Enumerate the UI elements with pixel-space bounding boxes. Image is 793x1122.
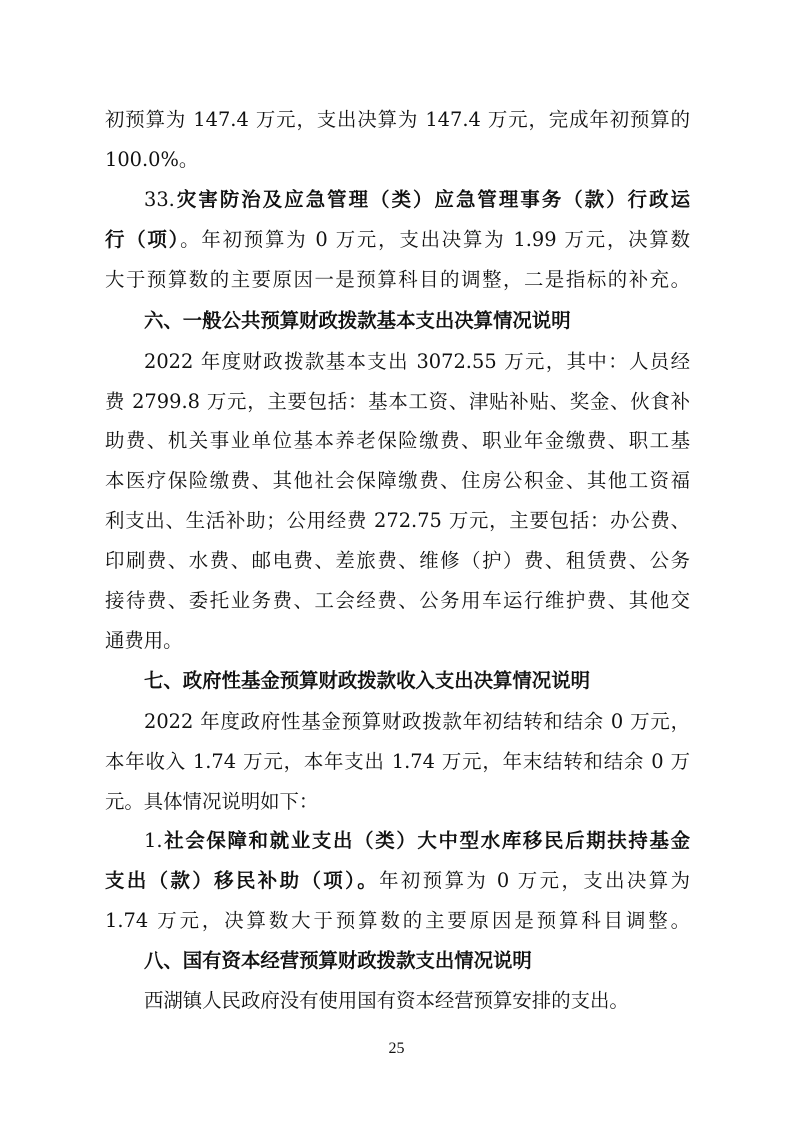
body-line [105, 226, 690, 254]
item-number: 33. [144, 188, 175, 211]
body-line: 助费、机关事业单位基本养老保险缴费、职业年金缴费、职工基 [105, 429, 690, 452]
item-33-heading [144, 186, 690, 214]
section-heading: 八、国有资本经营预算财政拨款支出情况说明 [144, 949, 532, 972]
body-line [105, 867, 690, 895]
body-line: 元。具体情况说明如下： [105, 790, 319, 813]
body-line: 本医疗保险缴费、其他社会保障缴费、住房公积金、其他工资福 [105, 469, 690, 492]
item-title: 行（项） [105, 228, 181, 251]
item-title: 灾害防治及应急管理（类）应急管理事务（款）行政运 [174, 188, 690, 211]
page-number: 25 [388, 1040, 405, 1057]
section-heading: 六、一般公共预算财政拨款基本支出决算情况说明 [144, 309, 571, 332]
item-title: 支出（款）移民补助（项）。 [105, 869, 380, 892]
body-line: 利支出、生活补助；公用经费 272.75 万元，主要包括：办公费、 [105, 509, 690, 532]
section-heading: 七、政府性基金预算财政拨款收入支出决算情况说明 [144, 669, 590, 692]
item-1-heading [144, 827, 690, 855]
body-line: 大于预算数的主要原因一是预算科目的调整，二是指标的补充。 [105, 268, 690, 291]
body-line: 印刷费、水费、邮电费、差旅费、维修（护）费、租赁费、公务 [105, 549, 690, 572]
body-text: 年初预算为 0 万元，支出决算为 [379, 869, 690, 892]
body-line: 1.74 万元，决算数大于预算数的主要原因是预算科目调整。 [105, 909, 690, 932]
body-line: 2022 年度政府性基金预算财政拨款年初结转和结余 0 万元， [144, 710, 690, 733]
body-line: 费 2799.8 万元，主要包括：基本工资、津贴补贴、奖金、伙食补 [105, 390, 690, 413]
body-text: 。年初预算为 0 万元，支出决算为 1.99 万元，决算数 [180, 228, 690, 251]
item-title: 社会保障和就业支出（类）大中型水库移民后期扶持基金 [162, 829, 690, 852]
body-line: 100.0%。 [105, 148, 199, 171]
body-line: 初预算为 147.4 万元，支出决算为 147.4 万元，完成年初预算的 [105, 108, 690, 131]
body-line: 西湖镇人民政府没有使用国有资本经营预算安排的支出。 [144, 989, 629, 1012]
body-line: 通费用。 [105, 629, 183, 652]
item-number: 1. [144, 829, 163, 852]
body-line: 接待费、委托业务费、工会经费、公务用车运行维护费、其他交 [105, 589, 690, 612]
body-line: 2022 年度财政拨款基本支出 3072.55 万元，其中：人员经 [144, 350, 690, 373]
body-line: 本年收入 1.74 万元，本年支出 1.74 万元，年末结转和结余 0 万 [105, 750, 690, 773]
